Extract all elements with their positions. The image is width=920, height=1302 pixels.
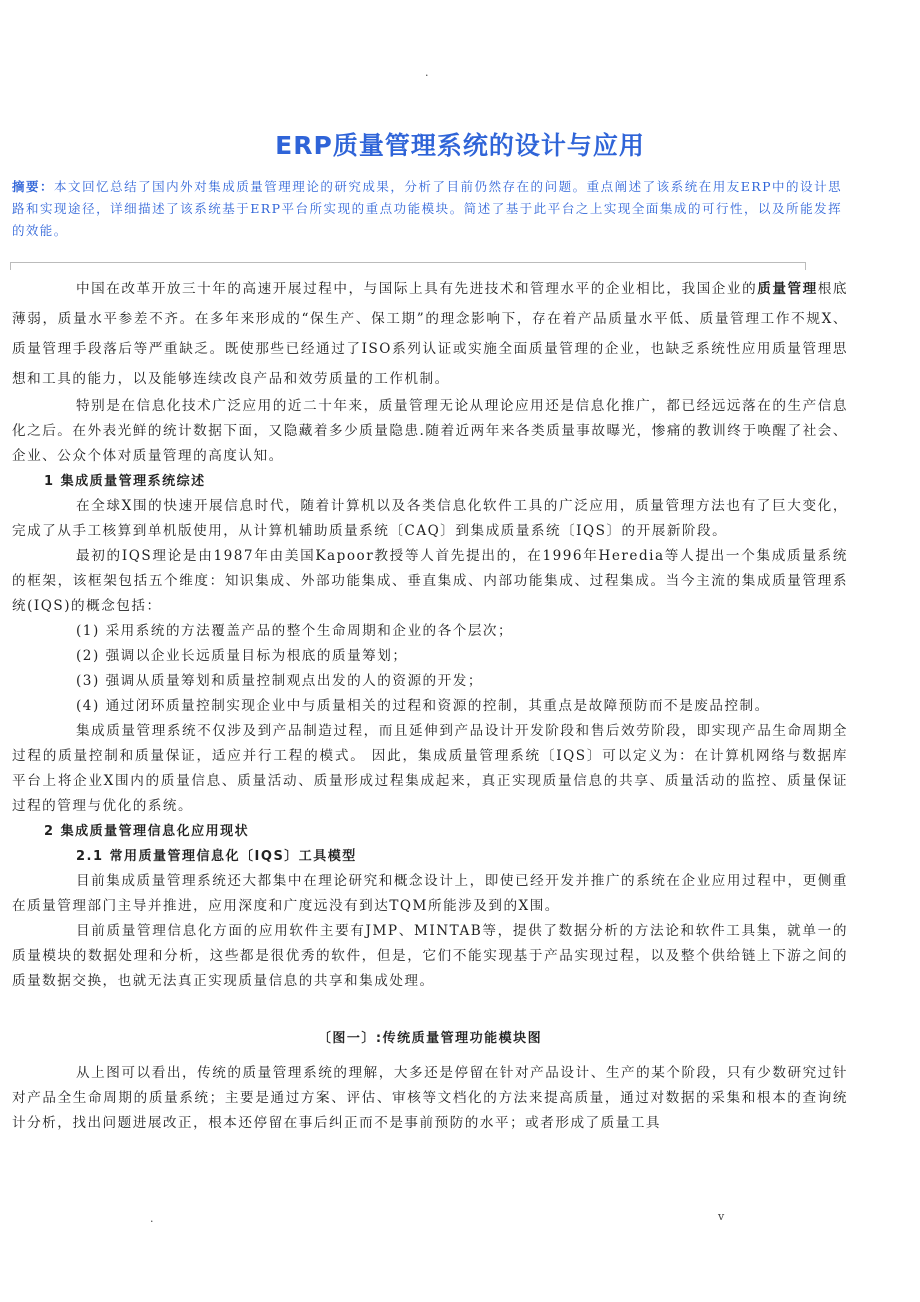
section-2-paragraph-2: 目前质量管理信息化方面的应用软件主要有JMP、MINTAB等，提供了数据分析的方法论和软件工具集，就单一的质量模块的数据处理和分析，这些都是很优秀的软件，但是，它们不能实现基于产品实现过程，以及整个供给链上下游之间的质量数据交换，也就无法真正实现质量信息的共享和集成处理。: [12, 923, 848, 989]
header-dot: .: [425, 66, 429, 79]
list-item: (1) 采用系统的方法覆盖产品的整个生命周期和企业的各个层次；: [76, 623, 514, 639]
abstract-text: 本文回忆总结了国内外对集成质量管理理论的研究成果，分析了目前仍然存在的问题。重点阐述了该系统在用友ERP中的设计思路和实现途径，详细描述了该系统基于ERP平台所实现的重点功能模块。简述了基于此平台之上实现全面集成的可行性，以及所能发挥的效能。: [12, 179, 842, 238]
abstract-divider: [10, 262, 806, 270]
body-text: [12, 274, 848, 1136]
section-1-paragraph-1: 在全球X围的快速开展信息时代，随着计算机以及各类信息化软件工具的广泛应用，质量管理方法也有了巨大变化，完成了从手工核算到单机版使用，从计算机辅助质量系统〔CAQ〕到集成质量系统〔IQS〕的开展新阶段。: [12, 498, 848, 539]
intro-paragraph-2: 特别是在信息化技术广泛应用的近二十年来，质量管理无论从理论应用还是信息化推广，都已经远远落在的生产信息化之后。在外表光鲜的统计数据下面，又隐藏着多少质量隐患.随着近两年来各类质量事故曝光，惨痛的教训终于唤醒了社会、企业、公众个体对质量管理的高度认知。: [12, 398, 848, 464]
footer-mark: v: [718, 1210, 725, 1223]
abstract-label: 摘要：: [12, 179, 55, 194]
section-1-paragraph-3: 集成质量管理系统不仅涉及到产品制造过程，而且延伸到产品设计开发阶段和售后效劳阶段，即实现产品生命周期全过程的质量控制和质量保证，适应并行工程的模式。 因此，集成质量管理系统〔IQS〕可以定义为：在计算机网络与数据库平台上将企业X围内的质量信息、质量活动、质量形成过程集成起来，真正实现质量信息的共享、质量活动的监控、质量保证过程的管理与优化的系统。: [12, 723, 848, 814]
list-item: (4) 通过闭环质量控制实现企业中与质量相关的过程和资源的控制，其重点是故障预防而不是废品控制。: [76, 698, 770, 714]
intro-p1-text-b: 根底薄弱，质量水平参差不齐。在多年来形成的“保生产、保工期”的理念影响下，存在着产品质量水平低、质量管理工作不规X、质量管理手段落后等严重缺乏。既使那些已经通过了ISO系列认证或实施全面质量管理的企业，也缺乏系统性应用质量管理思想和工具的能力，以及能够连续改良产品和效劳质量的工作机制。: [12, 281, 849, 387]
list-item: (2) 强调以企业长远质量目标为根底的质量筹划；: [76, 648, 408, 664]
section-2-paragraph-1: 目前集成质量管理系统还大都集中在理论研究和概念设计上，即使已经开发并推广的系统在企业应用过程中，更侧重在质量管理部门主导并推进，应用深度和广度远没有到达TQM所能涉及到的X围。: [12, 873, 848, 914]
section-2-paragraph-3: 从上图可以看出，传统的质量管理系统的理解，大多还是停留在针对产品设计、生产的某个阶段，只有少数研究过针对产品全生命周期的质量系统；主要是通过方案、评估、审核等文档化的方法来提高质量，通过对数据的采集和根本的查询统计分析，找出问题进展改正，根本还停留在事后纠正而不是事前预防的水平；或者形成了质量工具: [12, 1065, 848, 1131]
intro-p1-bold: 质量管理: [757, 281, 818, 297]
abstract: [12, 176, 842, 242]
section-2-1-heading: 2.1 常用质量管理信息化〔IQS〕工具模型: [76, 849, 357, 864]
section-2-heading: 2 集成质量管理信息化应用现状: [44, 824, 250, 839]
list-item: (3) 强调从质量筹划和质量控制观点出发的人的资源的开发；: [76, 673, 483, 689]
intro-paragraph-1: [12, 274, 848, 394]
footer-dot: .: [150, 1212, 154, 1225]
intro-p1-text-a: 中国在改革开放三十年的高速开展过程中，与国际上具有先进技术和管理水平的企业相比，我国企业的: [76, 281, 758, 297]
paper-title: ERP质量管理系统的设计与应用: [275, 131, 645, 160]
figure-caption: 〔图一〕:传统质量管理功能模块图: [317, 1031, 543, 1046]
section-1-heading: 1 集成质量管理系统综述: [44, 474, 206, 489]
section-1-paragraph-2: 最初的IQS理论是由1987年由美国Kapoor教授等人首先提出的，在1996年Heredia等人提出一个集成质量系统的框架，该框架包括五个维度：知识集成、外部功能集成、垂直集成、内部功能集成、过程集成。当今主流的集成质量管理系统(IQS)的概念包括：: [12, 548, 848, 614]
